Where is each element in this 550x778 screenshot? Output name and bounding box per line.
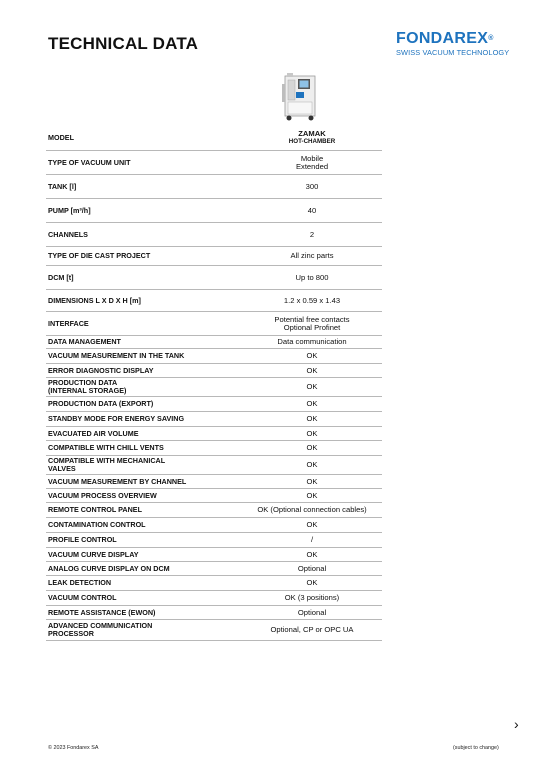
row-value: OK (3 positions) [284, 593, 340, 602]
row-value: OK [306, 351, 318, 360]
row-value: OK [306, 382, 318, 391]
row-label: LEAK DETECTION [48, 578, 112, 587]
row-value: OK [306, 414, 318, 423]
table-row [46, 412, 382, 427]
model-label: MODEL [48, 133, 74, 142]
row-label: DCM [t] [48, 272, 74, 282]
table-row [46, 489, 382, 503]
table-row [46, 364, 382, 378]
table-row [46, 576, 382, 591]
row-value: OK [306, 549, 318, 559]
row-label: VACUUM MEASUREMENT BY CHANNEL [48, 476, 187, 486]
table-row [46, 620, 382, 641]
row-label: TYPE OF DIE CAST PROJECT [48, 251, 151, 260]
table-row [46, 475, 382, 489]
page-title: TECHNICAL DATA [48, 34, 199, 53]
model-name: ZAMAK [298, 129, 326, 138]
row-label: TANK [l] [48, 181, 77, 191]
row-label: PRODUCTION DATA (INTERNAL STORAGE) [48, 378, 127, 395]
table-row [46, 397, 382, 412]
table-row [46, 175, 382, 199]
row-label: ADVANCED COMMUNICATION PROCESSOR [48, 621, 153, 638]
row-label: EVACUATED AIR VOLUME [48, 428, 139, 438]
row-value: Up to 800 [295, 272, 329, 282]
table-row [46, 503, 382, 518]
logo-wordmark [396, 30, 526, 48]
table-row [46, 456, 382, 475]
table-row [46, 151, 382, 175]
table-row [46, 606, 382, 620]
table-row [46, 548, 382, 562]
row-value: OK [306, 490, 318, 500]
table-row [46, 349, 382, 364]
table-row [46, 533, 382, 548]
row-label: REMOTE ASSISTANCE (EWON) [48, 607, 156, 617]
model-subtitle: HOT-CHAMBER [288, 138, 336, 145]
row-label: CHANNELS [48, 229, 88, 239]
row-value: Data communication [277, 337, 347, 346]
row-label: VACUUM CURVE DISPLAY [48, 549, 139, 559]
row-label: VACUUM PROCESS OVERVIEW [48, 490, 157, 500]
row-value: 300 [305, 181, 319, 191]
table-row [46, 518, 382, 533]
vacuum-unit-machine-icon [280, 72, 320, 122]
row-label: DATA MANAGEMENT [48, 337, 121, 346]
next-page-arrow-icon[interactable]: › [514, 716, 519, 732]
row-label: STANDBY MODE FOR ENERGY SAVING [48, 414, 185, 423]
logo-registered-mark: ® [488, 35, 494, 42]
table-header-row [46, 126, 382, 151]
table-row [46, 290, 382, 312]
row-label: INTERFACE [48, 318, 89, 328]
row-value: 2 [309, 229, 315, 239]
row-label: PUMP [m³/h] [48, 205, 91, 215]
row-value: 1.2 x 0.59 x 1.43 [283, 295, 341, 305]
table-row [46, 266, 382, 290]
row-label: COMPATIBLE WITH CHILL VENTS [48, 443, 164, 452]
table-row [46, 223, 382, 247]
table-row [46, 199, 382, 223]
row-value: 40 [307, 205, 317, 215]
row-value: Mobile Extended [295, 153, 329, 171]
row-value: OK [306, 578, 318, 587]
row-label: ANALOG CURVE DISPLAY ON DCM [48, 563, 170, 573]
row-value: OK [306, 460, 318, 469]
row-label: PRODUCTION DATA (EXPORT) [48, 399, 154, 408]
row-label: PROFILE CONTROL [48, 535, 117, 544]
row-value: OK [306, 365, 318, 375]
row-value: Optional [297, 563, 327, 573]
table-row [46, 247, 382, 266]
table-row [46, 336, 382, 349]
technical-data-table [46, 126, 382, 641]
row-label: VACUUM CONTROL [48, 593, 117, 602]
row-value: OK [306, 428, 318, 438]
row-label: DIMENSIONS L X D X H [m] [48, 295, 141, 305]
table-row [46, 378, 382, 397]
row-label: TYPE OF VACUUM UNIT [48, 157, 131, 167]
row-label: CONTAMINATION CONTROL [48, 520, 146, 529]
row-label: ERROR DIAGNOSTIC DISPLAY [48, 365, 154, 375]
row-value: Potential free contacts Optional Profinet [274, 314, 350, 332]
row-value: OK [306, 399, 318, 408]
company-logo [396, 30, 526, 58]
logo-name-text: FONDAREX [396, 30, 489, 47]
footer-copyright: © 2023 Fondarex SA [48, 745, 99, 751]
row-value: OK [306, 520, 318, 529]
row-value: OK (Optional connection cables) [257, 505, 367, 514]
table-row [46, 562, 382, 576]
row-value: Optional, CP or OPC UA [270, 625, 354, 634]
row-value: OK [306, 443, 318, 452]
row-label: REMOTE CONTROL PANEL [48, 505, 142, 514]
row-label: VACUUM MEASUREMENT IN THE TANK [48, 351, 185, 360]
row-label: COMPATIBLE WITH MECHANICAL VALVES [48, 456, 166, 473]
model-value [216, 130, 382, 146]
table-row [46, 591, 382, 606]
row-value: Optional [297, 607, 327, 617]
row-value: / [310, 535, 314, 544]
table-row [46, 312, 382, 336]
row-value: OK [306, 476, 318, 486]
row-value: All zinc parts [290, 251, 334, 260]
table-row [46, 427, 382, 441]
table-row [46, 441, 382, 456]
footer-note: (subject to change) [453, 745, 499, 751]
logo-tagline: SWISS VACUUM TECHNOLOGY [396, 48, 510, 57]
